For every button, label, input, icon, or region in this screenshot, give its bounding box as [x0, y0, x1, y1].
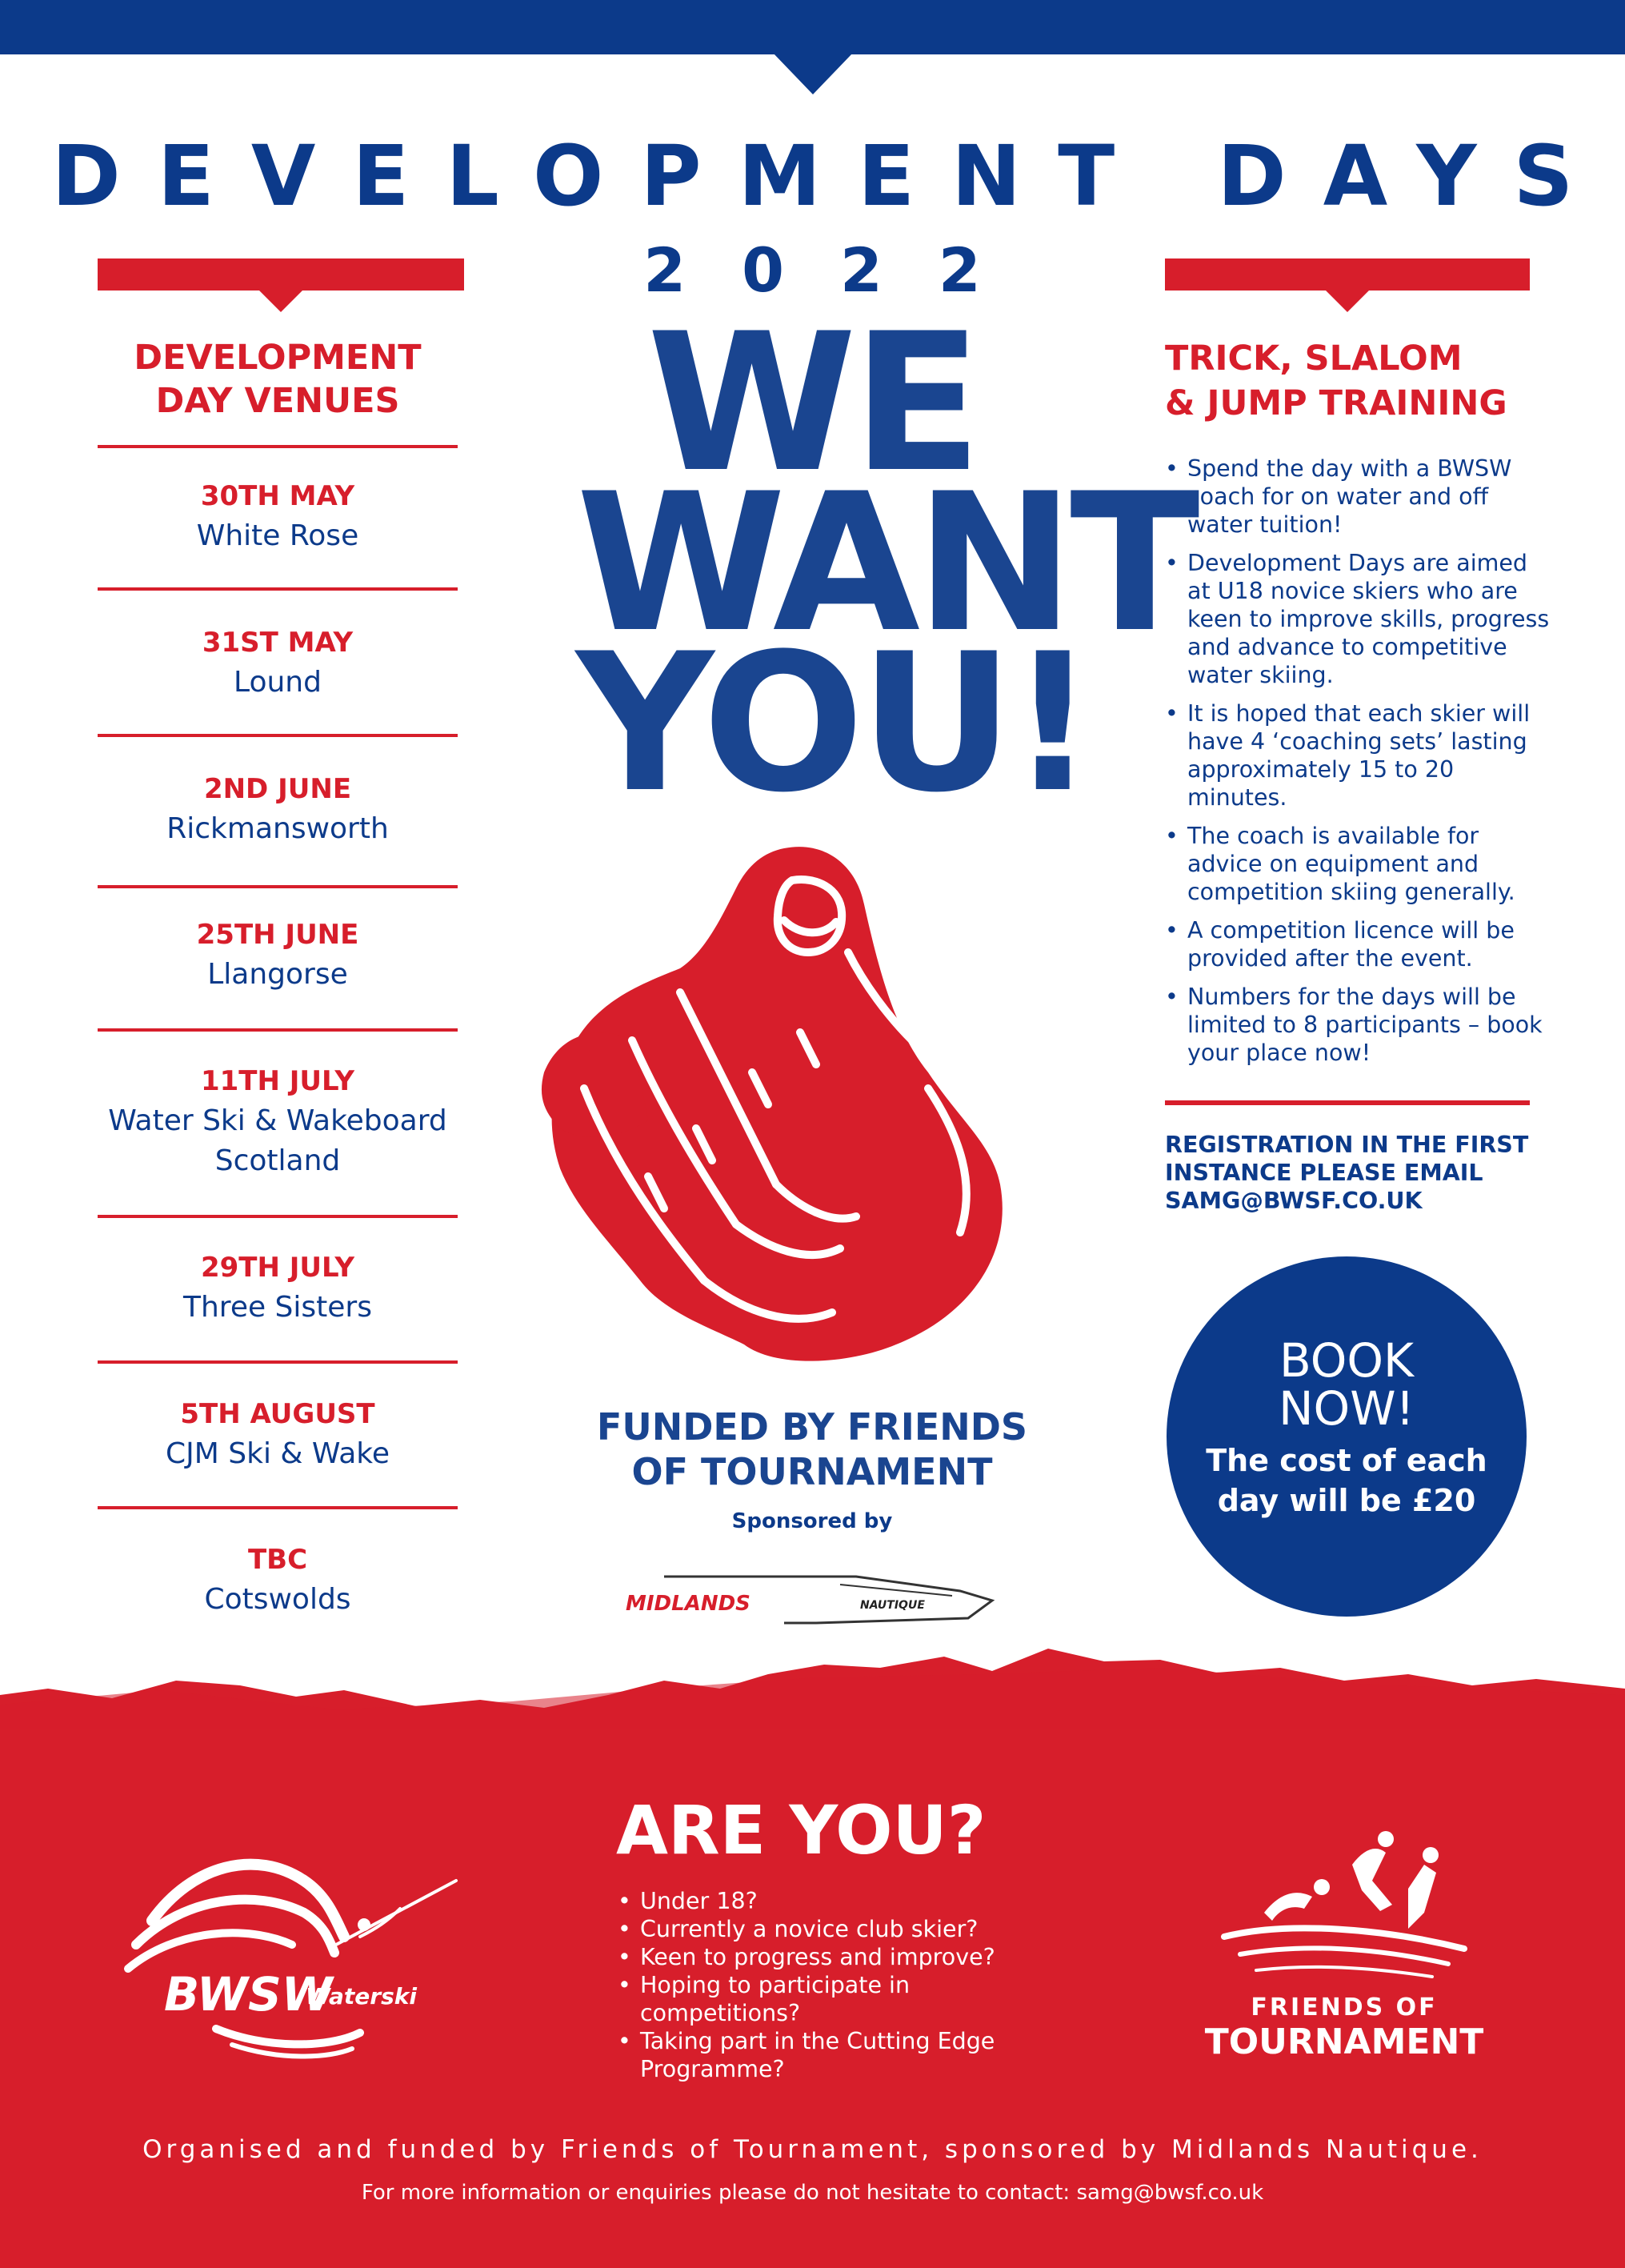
hero-headline — [576, 293, 1195, 835]
venue-item — [98, 1248, 458, 1328]
top-banner-bar — [0, 0, 1625, 54]
year-label: 2022 — [643, 234, 1037, 306]
training-header-notch — [1325, 290, 1370, 312]
hero-line-you: YOU! — [576, 613, 1091, 835]
venue-name: Three Sisters — [183, 1291, 372, 1324]
venue-item — [98, 1061, 458, 1181]
venues-heading — [98, 336, 458, 423]
top-banner-notch — [773, 53, 853, 94]
venue-divider — [98, 445, 458, 448]
venues-header-notch — [258, 290, 303, 312]
midlands-logo-text: MIDLANDS — [626, 1592, 750, 1616]
sponsored-by-label: Sponsored by — [731, 1509, 893, 1533]
venue-item — [98, 1540, 458, 1620]
venue-divider — [98, 1028, 458, 1032]
venue-item — [98, 915, 458, 995]
venue-date: 11TH JULY — [200, 1065, 355, 1097]
venue-divider — [98, 734, 458, 737]
book-now-title — [1167, 1333, 1527, 1436]
are-you-bullet: • Under 18? — [616, 1887, 1048, 1915]
book-now-line1: BOOK — [1279, 1333, 1415, 1388]
funded-line2: OF TOURNAMENT — [631, 1450, 993, 1493]
training-heading-line2: & JUMP TRAINING — [1165, 383, 1507, 423]
book-now-line2: NOW! — [1279, 1381, 1415, 1436]
fot-logo-line2: TOURNAMENT — [1204, 2022, 1484, 2062]
venue-item — [98, 1394, 458, 1474]
training-bullet: • The coach is available for advice on equipment and competition skiing generally. — [1160, 822, 1552, 906]
are-you-bullet: • Hoping to participate in competitions? — [616, 1971, 1048, 2027]
venue-divider — [98, 1360, 458, 1364]
page-title: DEVELOPMENT DAYS — [51, 127, 1611, 225]
hero-line-we: WE — [646, 293, 978, 515]
venue-name: CJM Ski & Wake — [166, 1437, 390, 1470]
venue-date: 2ND JUNE — [203, 773, 352, 805]
venue-name-line2: Scotland — [214, 1144, 341, 1177]
venue-divider — [98, 885, 458, 888]
venue-date: 30TH MAY — [200, 480, 355, 512]
book-now-cost: The cost of each day will be £20 — [1206, 1443, 1487, 1518]
funded-line1: FUNDED BY FRIENDS — [596, 1405, 1028, 1449]
are-you-heading: ARE YOU? — [616, 1791, 987, 1869]
are-you-bullet: • Taking part in the Cutting Edge Programme? — [616, 2027, 1048, 2083]
venue-item — [98, 623, 458, 703]
venue-item — [98, 476, 458, 556]
venue-divider — [98, 1215, 458, 1218]
training-bullet: • It is hoped that each skier will have 4 ‘coaching sets’ lasting approximately 15 to 20 minutes. — [1160, 699, 1552, 811]
training-heading-line1: TRICK, SLALOM — [1165, 339, 1463, 379]
venue-date: TBC — [247, 1544, 308, 1576]
friends-of-tournament-logo — [1176, 1817, 1512, 2073]
venue-name: Cotswolds — [204, 1583, 351, 1616]
training-heading — [1165, 336, 1549, 426]
waterski-logo-text: Waterski — [306, 1983, 417, 2010]
midlands-nautique-logo — [616, 1561, 1016, 1633]
footer-organised-text: Organised and funded by Friends of Tournament, sponsored by Midlands Nautique. — [142, 2135, 1483, 2164]
venue-divider — [98, 587, 458, 591]
are-you-bullet: • Keen to progress and improve? — [616, 1943, 1048, 1971]
venue-name: Rickmansworth — [166, 812, 389, 845]
training-bullet: • A competition licence will be provided after the event. — [1160, 916, 1552, 972]
venue-divider — [98, 1506, 458, 1509]
registration-text: REGISTRATION IN THE FIRST INSTANCE PLEASE EMAIL SAMG@BWSF.CO.UK — [1165, 1132, 1529, 1214]
funded-by-text — [544, 1404, 1080, 1494]
venue-item — [98, 769, 458, 849]
training-divider — [1165, 1100, 1530, 1105]
venue-date: 5TH AUGUST — [180, 1398, 375, 1430]
pointing-hand-icon — [512, 832, 1056, 1376]
venue-date: 31ST MAY — [202, 627, 354, 659]
training-bullet: • Spend the day with a BWSW coach for on water and off water tuition! — [1160, 455, 1552, 539]
are-you-list — [616, 1887, 1048, 2083]
venue-name: Lound — [234, 666, 322, 699]
footer-contact-text: For more information or enquiries please do not hesitate to contact: samg@bwsf.co.uk — [361, 2181, 1264, 2205]
bwsw-waterski-logo — [120, 1833, 472, 2065]
venue-date: 29TH JULY — [200, 1252, 355, 1284]
book-now-badge — [1167, 1256, 1527, 1617]
nautique-logo-text: NAUTIQUE — [860, 1599, 925, 1612]
bwsw-logo-text: BWSW — [164, 1967, 333, 2022]
training-bullet: • Numbers for the days will be limited to 8 participants – book your place now! — [1160, 983, 1552, 1067]
training-bullet: • Development Days are aimed at U18 novice skiers who are keen to improve skills, progress and advance to competitive water skiing. — [1160, 549, 1552, 689]
venue-name: Llangorse — [207, 958, 348, 991]
hero-line-want: WANT — [576, 453, 1195, 675]
venue-name: White Rose — [196, 519, 359, 552]
are-you-bullet: • Currently a novice club skier? — [616, 1915, 1048, 1943]
fot-logo-line1: FRIENDS OF — [1251, 1994, 1438, 2022]
venues-heading-line2: DAY VENUES — [155, 381, 400, 421]
training-bullet-list — [1160, 455, 1552, 1077]
venues-header-bar — [98, 258, 464, 291]
venue-date: 25TH JUNE — [196, 919, 359, 951]
training-header-bar — [1165, 258, 1530, 291]
venues-heading-line1: DEVELOPMENT — [134, 338, 422, 378]
venue-name: Water Ski & Wakeboard — [108, 1104, 447, 1137]
